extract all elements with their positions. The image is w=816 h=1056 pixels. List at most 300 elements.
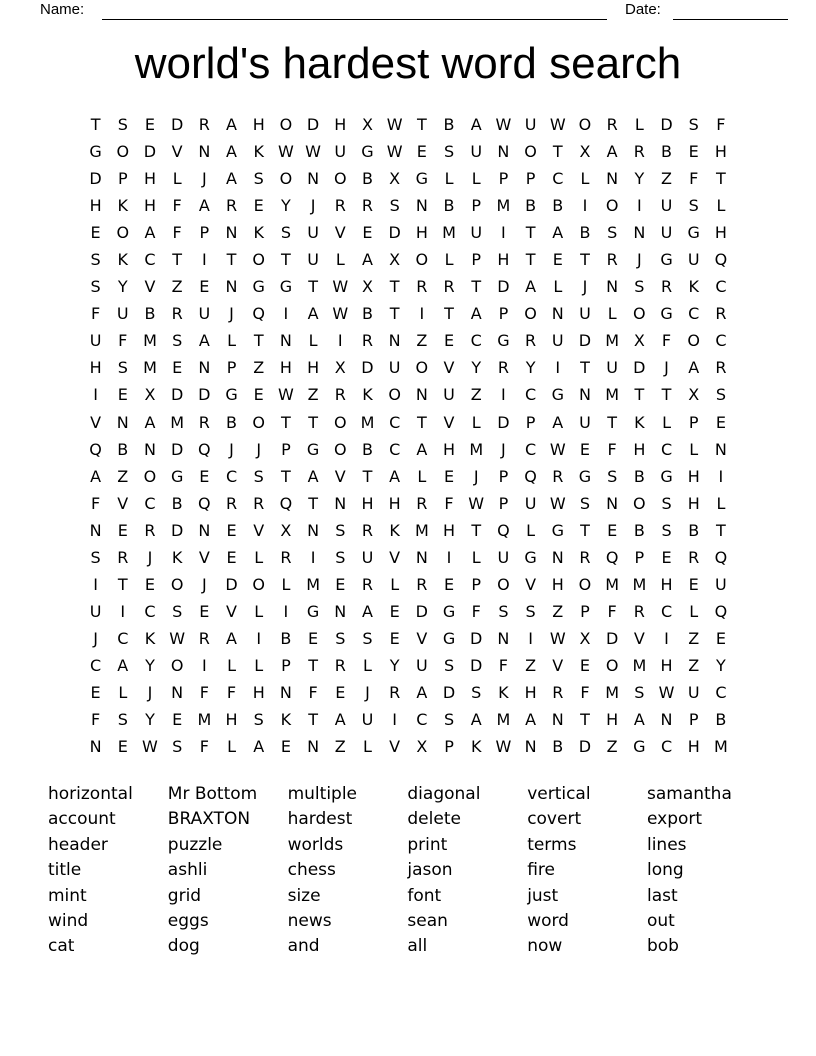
grid-letter: A (470, 304, 482, 324)
grid-letter: I (528, 628, 533, 648)
grid-letter: Z (253, 358, 265, 378)
word-list-item: just (527, 885, 559, 906)
grid-letter: S (661, 520, 672, 540)
grid-letter: J (664, 358, 669, 378)
grid-letter: I (256, 628, 262, 648)
grid-letter: A (144, 412, 156, 432)
grid-letter: L (689, 439, 699, 459)
grid-letter: N (415, 385, 428, 405)
word-list-item: long (646, 860, 684, 881)
grid-letter: O (333, 412, 347, 432)
grid-letter: O (633, 304, 646, 324)
grid-letter: W (658, 683, 675, 702)
name-fill-line (102, 1, 607, 20)
grid-letter: E (715, 628, 726, 648)
grid-letter: E (199, 277, 210, 297)
name-label: Name: (40, 1, 85, 18)
grid-letter: E (335, 683, 346, 702)
grid-letter: T (580, 250, 590, 270)
grid-letter: F (607, 601, 617, 621)
grid-letter: E (389, 628, 400, 648)
grid-letter: Y (117, 277, 128, 297)
grid-letter: I (446, 547, 452, 567)
grid-row (82, 409, 735, 436)
grid-letter: L (227, 737, 236, 757)
grid-letter: T (471, 520, 482, 540)
grid-letter: L (553, 277, 563, 297)
grid-letter: E (172, 358, 183, 378)
word-list-item: chess (287, 860, 336, 881)
word-list-item: title (48, 860, 82, 881)
grid-letter: O (524, 304, 537, 324)
grid-letter: E (661, 547, 672, 567)
grid-letter: U (89, 331, 102, 351)
grid-letter: H (606, 710, 619, 730)
grid-letter: E (117, 385, 128, 405)
word-list-item: hardest (287, 809, 353, 830)
grid-letter: S (117, 115, 128, 135)
grid-letter: H (252, 683, 265, 702)
grid-letter: N (198, 520, 211, 540)
grid-letter: M (605, 385, 620, 405)
grid-letter: R (579, 547, 591, 567)
grid-letter: T (634, 385, 645, 405)
grid-letter: U (579, 412, 591, 432)
grid-letter: A (525, 277, 537, 297)
grid-letter: M (170, 412, 185, 432)
grid-letter: I (664, 628, 669, 648)
grid-letter: C (715, 331, 727, 351)
grid-letter: W (305, 142, 321, 162)
grid-letter: R (361, 574, 374, 594)
grid-letter: F (118, 331, 128, 351)
grid-letter: N (225, 223, 238, 243)
grid-letter: G (279, 277, 293, 297)
grid-letter: N (578, 385, 591, 405)
grid-letter: A (361, 250, 373, 270)
grid-letter: N (606, 493, 619, 513)
grid-letter: E (443, 574, 455, 594)
grid-letter: K (688, 277, 699, 297)
grid-letter: L (118, 683, 128, 702)
grid-letter: I (93, 574, 98, 594)
grid-letter: R (361, 520, 374, 540)
grid-letter: A (688, 358, 700, 378)
grid-letter: N (415, 547, 428, 567)
grid-letter: T (716, 520, 726, 540)
grid-letter: K (470, 737, 482, 757)
grid-letter: R (660, 277, 673, 297)
grid-letter: U (660, 196, 673, 216)
grid-letter: T (308, 710, 318, 730)
grid-letter: O (605, 196, 619, 216)
grid-letter: R (552, 683, 564, 702)
grid-letter: L (363, 655, 372, 675)
grid-letter: S (443, 142, 455, 162)
grid-letter: V (117, 493, 129, 513)
grid-letter: O (578, 115, 592, 135)
grid-letter: J (636, 250, 642, 270)
grid-letter: X (633, 331, 645, 351)
grid-letter: V (443, 412, 455, 432)
grid-letter: E (443, 331, 455, 351)
grid-letter: A (226, 628, 237, 648)
grid-letter: A (307, 466, 319, 486)
grid-letter: L (689, 601, 699, 621)
grid-row (82, 273, 735, 300)
grid-letter: A (470, 115, 482, 135)
grid-letter: Y (471, 358, 482, 378)
grid-letter: R (416, 277, 428, 297)
grid-letter: U (551, 331, 564, 351)
grid-letter: O (279, 115, 293, 135)
word-list-item: header (48, 834, 108, 855)
grid-letter: J (365, 683, 370, 702)
word-list-item: dog (167, 936, 200, 957)
grid-letter: V (198, 547, 210, 567)
grid-row (82, 544, 735, 571)
grid-letter: G (89, 142, 102, 162)
grid-letter: N (198, 358, 211, 378)
grid-letter: F (689, 169, 699, 189)
grid-letter: O (388, 385, 401, 405)
grid-letter: C (416, 710, 428, 730)
word-list-item: covert (527, 809, 582, 830)
grid-letter: F (90, 710, 101, 730)
grid-letter: N (307, 169, 320, 189)
grid-letter: O (252, 574, 266, 594)
grid-letter: T (580, 520, 590, 540)
grid-letter: C (715, 277, 727, 297)
grid-letter: Z (606, 737, 618, 757)
grid-letter: M (496, 710, 511, 730)
grid-letter: T (525, 250, 536, 270)
grid-letter: L (444, 250, 454, 270)
grid-letter: O (116, 223, 130, 243)
grid-letter: X (389, 250, 401, 270)
grid-letter: K (498, 683, 509, 702)
grid-letter: W (169, 628, 186, 648)
grid-letter: T (580, 358, 590, 378)
grid-letter: T (416, 412, 427, 432)
grid-letter: Z (416, 331, 428, 351)
grid-letter: O (170, 574, 184, 594)
grid-letter: T (281, 466, 291, 486)
grid-letter: X (361, 115, 373, 135)
grid-letter: C (144, 493, 156, 513)
word-list-item: samantha (646, 784, 732, 804)
grid-letter: V (334, 223, 346, 243)
grid-letter: B (144, 304, 156, 324)
grid-letter: G (306, 601, 320, 621)
grid-letter: D (497, 412, 510, 432)
word-list-item: terms (527, 834, 577, 855)
grid-letter: N (497, 628, 510, 648)
grid-letter: N (415, 196, 428, 216)
grid-letter: C (660, 601, 673, 621)
grid-letter: O (252, 412, 266, 432)
grid-letter: S (335, 520, 346, 540)
grid-letter: S (90, 250, 101, 270)
word-list-column (647, 782, 767, 960)
grid-letter: L (716, 196, 726, 216)
grid-letter: K (280, 710, 292, 730)
grid-letter: G (361, 142, 374, 162)
grid-letter: B (579, 223, 591, 243)
grid-letter: S (362, 628, 373, 648)
grid-letter: F (498, 655, 508, 675)
grid-row (82, 436, 735, 463)
grid-row (82, 652, 735, 679)
word-list-item: and (287, 936, 320, 957)
grid-letter: W (495, 737, 512, 757)
grid-letter: Q (89, 439, 102, 459)
grid-letter: R (633, 601, 645, 621)
grid-letter: E (253, 196, 264, 216)
grid-letter: L (254, 655, 264, 675)
word-list-item: wind (48, 910, 89, 931)
grid-letter: X (579, 628, 591, 648)
grid-letter: C (90, 655, 102, 675)
grid-letter: R (334, 655, 346, 675)
grid-letter: U (470, 142, 483, 162)
word-list-item: BRAXTON (167, 809, 251, 830)
word-list-item: vertical (527, 784, 591, 804)
grid-letter: H (225, 710, 238, 730)
grid-letter: T (416, 115, 427, 135)
grid-letter: U (524, 493, 537, 513)
grid-letter: P (525, 412, 536, 432)
grid-letter: V (171, 142, 183, 162)
grid-letter: N (606, 277, 619, 297)
grid-letter: E (117, 520, 128, 540)
grid-letter: H (279, 358, 292, 378)
grid-letter: C (389, 439, 401, 459)
word-list-item: font (407, 885, 442, 906)
grid-letter: B (633, 520, 645, 540)
grid-letter: S (172, 601, 183, 621)
grid-letter: S (253, 169, 264, 189)
grid-letter: B (361, 304, 373, 324)
grid-letter: T (552, 142, 563, 162)
grid-letter: D (578, 737, 592, 757)
grid-letter: R (416, 493, 428, 513)
grid-letter: D (470, 655, 483, 675)
grid-letter: N (497, 142, 510, 162)
grid-letter: E (144, 115, 156, 135)
grid-letter: L (471, 412, 481, 432)
grid-letter: D (170, 439, 184, 459)
grid-letter: L (227, 331, 236, 351)
grid-letter: S (90, 547, 101, 567)
grid-letter: O (279, 169, 293, 189)
grid-letter: T (172, 250, 183, 270)
grid-letter: D (388, 223, 401, 243)
grid-letter: E (308, 628, 319, 648)
grid-letter: N (714, 439, 727, 459)
grid-letter: X (334, 358, 346, 378)
grid-letter: E (199, 601, 210, 621)
grid-letter: R (361, 331, 374, 351)
grid-letter: S (634, 683, 645, 702)
grid-letter: C (660, 439, 673, 459)
grid-letter: U (687, 683, 700, 702)
grid-letter: Y (145, 655, 155, 675)
grid-letter: N (89, 737, 102, 757)
grid-row (82, 490, 735, 517)
grid-letter: D (225, 574, 238, 594)
grid-letter: Q (252, 304, 266, 324)
grid-letter: R (715, 358, 727, 378)
grid-letter: C (144, 601, 156, 621)
grid-letter: U (497, 547, 510, 567)
grid-letter: W (495, 115, 512, 135)
grid-letter: A (470, 710, 482, 730)
grid-letter: F (199, 683, 209, 702)
grid-letter: O (497, 574, 510, 594)
grid-letter: A (525, 710, 537, 730)
grid-letter: F (716, 115, 726, 135)
grid-letter: R (688, 547, 700, 567)
grid-letter: R (225, 493, 238, 513)
grid-letter: P (471, 250, 482, 270)
grid-row (82, 517, 735, 544)
grid-letter: E (253, 385, 264, 405)
grid-letter: H (524, 683, 537, 702)
grid-letter: E (607, 520, 618, 540)
grid-letter: P (525, 169, 536, 189)
grid-letter: N (225, 277, 238, 297)
grid-letter: L (634, 115, 644, 135)
grid-letter: R (552, 466, 564, 486)
word-list-column (527, 782, 647, 960)
grid-letter: R (389, 683, 401, 702)
grid-letter: W (468, 493, 485, 513)
grid-letter: C (225, 466, 238, 486)
grid-letter: D (470, 628, 483, 648)
grid-letter: S (443, 655, 455, 675)
grid-letter: I (501, 385, 506, 405)
grid-letter: E (688, 574, 699, 594)
grid-letter: O (415, 250, 429, 270)
grid-letter: L (335, 250, 345, 270)
grid-letter: Y (145, 710, 155, 730)
grid-letter: E (199, 466, 210, 486)
grid-letter: D (306, 115, 320, 135)
grid-letter: M (143, 358, 157, 378)
grid-letter: O (333, 439, 347, 459)
grid-letter: K (389, 520, 400, 540)
grid-letter: M (442, 223, 456, 243)
grid-letter: S (471, 683, 482, 702)
grid-letter: G (170, 466, 184, 486)
grid-letter: A (90, 466, 102, 486)
word-list-item: Mr Bottom (167, 784, 258, 804)
grid-letter: Q (279, 493, 293, 513)
grid-letter: N (279, 331, 292, 351)
grid-row (82, 327, 735, 354)
grid-letter: T (525, 223, 536, 243)
grid-letter: E (688, 142, 699, 162)
grid-letter: U (89, 601, 102, 621)
grid-letter: K (362, 385, 373, 405)
word-list-item: lines (646, 834, 687, 855)
grid-letter: C (525, 385, 537, 405)
grid-letter: P (498, 304, 509, 324)
grid-letter: L (607, 304, 617, 324)
grid-letter: N (307, 520, 320, 540)
grid-letter: M (469, 439, 484, 459)
grid-row (82, 381, 735, 408)
grid-letter: J (201, 169, 207, 189)
grid-row (82, 138, 735, 165)
grid-letter: R (416, 574, 428, 594)
grid-letter: D (170, 520, 184, 540)
grid-letter: U (116, 304, 129, 324)
grid-letter: A (416, 683, 428, 702)
grid-letter: L (662, 412, 671, 432)
grid-letter: H (388, 493, 401, 513)
word-list (48, 782, 767, 960)
grid-letter: I (120, 601, 126, 621)
grid-letter: A (226, 115, 237, 135)
grid-letter: G (687, 223, 700, 243)
grid-letter: I (283, 304, 289, 324)
word-list-column (288, 782, 408, 960)
grid-letter: S (715, 385, 726, 405)
word-list-item: account (48, 809, 116, 830)
grid-letter: B (361, 439, 373, 459)
grid-letter: Q (198, 493, 211, 513)
grid-letter: U (606, 358, 619, 378)
grid-letter: S (634, 277, 645, 297)
grid-letter: H (143, 196, 156, 216)
grid-letter: P (498, 493, 509, 513)
grid-row (82, 679, 735, 706)
grid-letter: V (443, 358, 455, 378)
grid-letter: E (579, 439, 591, 459)
grid-letter: G (660, 304, 673, 324)
grid-letter: E (226, 547, 237, 567)
grid-letter: F (172, 223, 182, 243)
grid-letter: H (687, 466, 700, 486)
grid-letter: N (633, 223, 646, 243)
grid-letter: H (714, 223, 727, 243)
grid-letter: N (551, 547, 564, 567)
date-fill-line (673, 1, 788, 20)
letter-grid (82, 111, 735, 760)
grid-letter: O (524, 142, 537, 162)
grid-letter: R (606, 250, 618, 270)
grid-letter: F (308, 683, 318, 702)
word-list-item: bob (646, 936, 679, 957)
grid-letter: E (552, 250, 563, 270)
grid-letter: Z (307, 385, 319, 405)
grid-letter: V (525, 574, 537, 594)
grid-letter: P (634, 547, 645, 567)
grid-letter: G (252, 277, 265, 297)
grid-letter: T (281, 250, 291, 270)
grid-letter: W (332, 304, 349, 324)
grid-letter: V (389, 737, 401, 757)
grid-letter: T (308, 277, 318, 297)
grid-letter: I (392, 710, 398, 730)
grid-letter: X (416, 737, 428, 757)
grid-row (82, 598, 735, 625)
grid-letter: C (389, 412, 401, 432)
grid-letter: H (443, 439, 456, 459)
grid-letter: N (334, 601, 347, 621)
